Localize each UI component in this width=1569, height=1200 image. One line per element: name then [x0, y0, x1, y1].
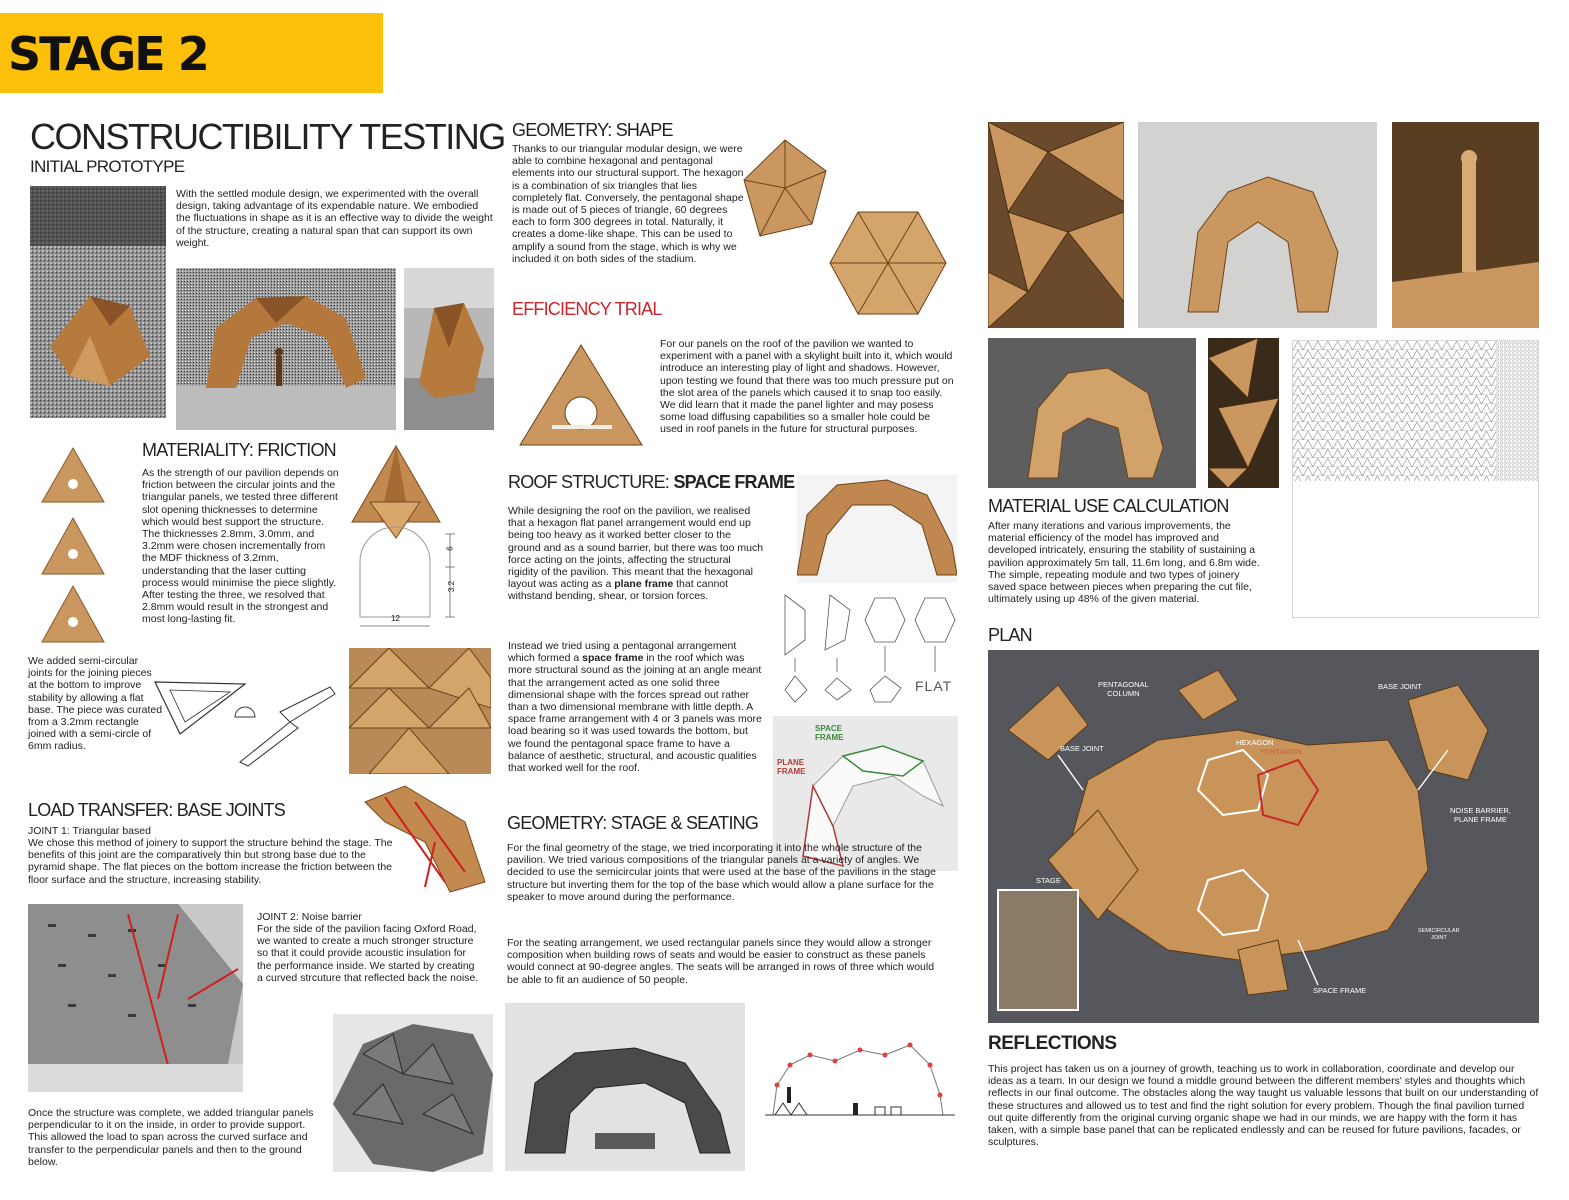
geometry-shape-title: GEOMETRY: SHAPE	[512, 120, 673, 140]
hexagon-flat-photo	[828, 210, 948, 316]
roof-p2-b: in the roof which was more structural sound as the joining at an angle meant that the arrangement acted as one solid three dimensional shape with the forces spread out rather than a two dimensional membrane with little depth. A space frame arrangement with 4 or 3 panels was more load bearing so it was used towards the bottom, but we found the pentagonal space frame to have a balance of aesthetic, structural, and acoustic qualities that worked well for the roof.	[508, 652, 762, 775]
model-detail-photo-2	[1138, 122, 1377, 328]
roof-paragraph-2	[508, 640, 764, 774]
dim-6-label: 6	[445, 546, 455, 551]
roof-p1-b: that cannot withstand bending, shear, or torsion forces.	[508, 578, 729, 603]
space-frame-label: SPACE FRAME	[815, 724, 844, 742]
stage-model-photo	[505, 1003, 745, 1171]
stage-seating-title: GEOMETRY: STAGE & SEATING	[507, 813, 759, 833]
roof-structure-title	[508, 472, 794, 493]
dim-32-label: 3.2	[447, 580, 457, 593]
reflections-title: REFLECTIONS	[988, 1033, 1117, 1054]
constructibility-title: CONSTRUCTIBILITY TESTING	[30, 116, 505, 157]
model-detail-photo-1	[988, 122, 1124, 328]
plan-label-space-frame: SPACE FRAME	[1313, 986, 1367, 995]
stage-title: STAGE 2	[8, 27, 208, 81]
noise-barrier-photo	[28, 904, 243, 1092]
roof-p2-bold: space frame	[582, 652, 644, 665]
material-use-body: After many iterations and various improvements, the material efficiency of the model has improved and developed intricately, ensuring the stability of sustaining a pavilion approximately 5m tall, 11.6m long, and 6.8m wide. The simple, repeating module and two types of joinery saved space between pieces when preparing the cut file, ultimately using up 48% of the given material.	[988, 520, 1260, 606]
roof-arch-photo	[797, 475, 957, 583]
friction-test-pieces	[38, 446, 108, 646]
joint2-title: JOINT 2: Noise barrier	[257, 911, 362, 923]
plan-label-base-joint-left: BASE JOINT	[1060, 744, 1104, 753]
plan-label-pentagon: PENTAGON	[1260, 747, 1302, 756]
roof-p1-bold: plane frame	[614, 578, 674, 591]
load-transfer-bottom-body: Once the structure was complete, we added triangular panels perpendicular to it on the inside, in order to provide support. This allowed the load to span across the curved surface and transfer to the perpendicular panels and then to the ground below.	[28, 1107, 314, 1168]
model-detail-photo-5	[1208, 338, 1279, 488]
semicircular-joint-drawing	[150, 662, 340, 772]
plan-label-pentagonal-column: PENTAGONAL COLUMN	[1098, 680, 1149, 698]
joint1-title: JOINT 1: Triangular based	[28, 825, 151, 837]
plan-photo	[988, 650, 1539, 1023]
semicircular-joint-photo	[349, 648, 491, 774]
plan-title: PLAN	[988, 625, 1032, 645]
efficiency-body: For our panels on the roof of the pavilion we wanted to experiment with a panel with a skylight built into it, which would introduce an interesting play of light and shadows. However, upon testing we found that there was too much pressure put on the slot area of the panels which caused it to snap too easily. We did learn that it made the panel lighter and may posess some load diffusing capabilities so a smaller hole could be used in roof panels in the future for structural purposes.	[660, 338, 954, 436]
semicircular-body: We added semi-circular joints for the joining pieces at the bottom to improve stability by allowing a flat base. The piece was curated from a 3.2mm rectangle joined with a semi-circle of 6mm radius.	[28, 655, 163, 753]
joint2-body: For the side of the pavilion facing Oxford Road, we wanted to create a much stronger structure so that it could provide acoustic insulation for the performance inside. We started by creating a curved strcuture that reflected back the noise.	[257, 923, 479, 984]
cut-file-layout	[1292, 340, 1539, 618]
constructibility-body: With the settled module design, we experimented with the overall design, taking advantage of its expendable nature. We embodied the fluctuations in shape as it is an effective way to divide the weight of the structure, creating a natural span that can support its own weight.	[176, 188, 493, 249]
plan-label-base-joint-right: BASE JOINT	[1378, 682, 1422, 691]
plan-label-hexagon: HEXAGON	[1236, 738, 1274, 747]
model-detail-photo-4	[988, 338, 1196, 488]
stage-seating-body1-text: For the final geometry of the stage, we tried incorporating it into the whole structure of the pavilion. We tried various compositions of the triangular panels at a variety of angles. We decided to use the semicircular joints that were used at the base of the pavilions in the stage structure but inverting them for the top of the base which would allow a plane surface for the speaker to move around during the performance.	[507, 842, 937, 903]
material-use-title: MATERIAL USE CALCULATION	[988, 496, 1229, 516]
stage-section-drawing	[765, 1025, 955, 1125]
pentagon-dome-photo	[740, 136, 830, 242]
reflections-body: This project has taken us on a journey of growth, teaching us to work in collaboration, coordinate and develop our ideas as a team. In our design we found a middle ground between the different members' styles and thoughts which reflects in our final outcome. The obstacles along the way taught us valuable lessons that built on our understanding of these structures and allowed us to test and find the right solution for every problem. Though the final pavilion turned out quite differently from the original curving organic shape we had in our minds, we are happy with the form it has taken, with a simple base panel that can be replicated endlessly and can be reused for future pavilions, facades, or sculptures.	[988, 1063, 1539, 1149]
roof-p1-a: While designing the roof on the pavilion, we realised that a hexagon flat panel arrangement would end up being too heavy as it worked better closer to the ground and as a sound barrier, but there was too much force acting on the joints, affecting the structural rigidity of the pavilion. This meant that the hexagonal layout was acting as a	[508, 505, 764, 591]
stage-seating-body2: For the seating arrangement, we used rectangular panels since they would allow a stronger composition when building rows of seats and would be easier to construct as these panels would connect at 90-degree angles. The seats will be arranged in rows of three which would be able to fit an audience of 50 people.	[507, 937, 935, 986]
flat-label: FLAT	[915, 678, 953, 694]
joint1-body: We chose this method of joinery to support the structure behind the stage. The benefits of this joint are the comparatively thin but strong base due to the pyramid shape. The flat pieces on the bottom increase the friction between the floor surface and the structure, increasing stability.	[28, 837, 393, 886]
dim-12-label: 12	[391, 614, 400, 623]
materiality-title: MATERIALITY: FRICTION	[142, 440, 336, 460]
prototype-photo-3	[404, 268, 494, 430]
slot-dimension-drawing	[355, 522, 475, 632]
plan-label-stage: STAGE	[1036, 876, 1061, 885]
stage-seating-body1	[507, 842, 947, 903]
frame-comparison-diagram	[775, 590, 960, 708]
perpendicular-panels-photo	[333, 1014, 493, 1172]
model-detail-photo-3	[1392, 122, 1539, 328]
load-transfer-title: LOAD TRANSFER: BASE JOINTS	[28, 800, 285, 820]
initial-prototype-subtitle: INITIAL PROTOTYPE	[30, 157, 185, 176]
roof-p2-a: Instead we tried using a pentagonal arrangement which formed a	[508, 640, 737, 665]
roof-title-bold: SPACE FRAME	[673, 472, 795, 492]
prototype-photo-2	[176, 268, 396, 430]
geometry-shape-body: Thanks to our triangular modular design, we were able to combine hexagonal and pentagonal elements into our structural support. The hexagon is a combination of six triangles that lies completely flat. Conversely, the pentagonal shape is made out of 5 pieces of triangle, 60 degrees each to form 300 degrees in total. Naturally, it creates a dome-like shape. This can be used to amplify a sound from the stage, which is why we included it on both sides of the stadium.	[512, 143, 744, 265]
roof-title-light: ROOF STRUCTURE:	[508, 472, 669, 492]
plan-label-noise-barrier: NOISE BARRIER, PLANE FRAME	[1450, 806, 1511, 824]
skylight-panel-photo	[512, 325, 650, 461]
plan-label-semicircular-joint: SEMICIRCULAR JOINT	[1418, 928, 1460, 941]
plane-frame-label: PLANE FRAME	[777, 758, 806, 776]
base-joint-force-diagram	[355, 782, 490, 894]
stage-banner	[0, 13, 383, 93]
roof-paragraph-1	[508, 505, 764, 603]
prototype-photo-1	[30, 186, 166, 418]
materiality-body: As the strength of our pavilion depends on friction between the circular joints and the triangular panels, we tested three different slot opening thicknesses to determine which would best support the structure. The thicknesses 2.8mm, 3.0mm, and 3.2mm were chosen incrementally from the MDF thickness of 3.2mm, understanding that the laser cutting process would minimise the piece slightly. After testing the three, we resolved that 2.8mm would result in the strongest and most long-lasting fit.	[142, 467, 339, 626]
efficiency-title: EFFICIENCY TRIAL	[512, 299, 662, 319]
